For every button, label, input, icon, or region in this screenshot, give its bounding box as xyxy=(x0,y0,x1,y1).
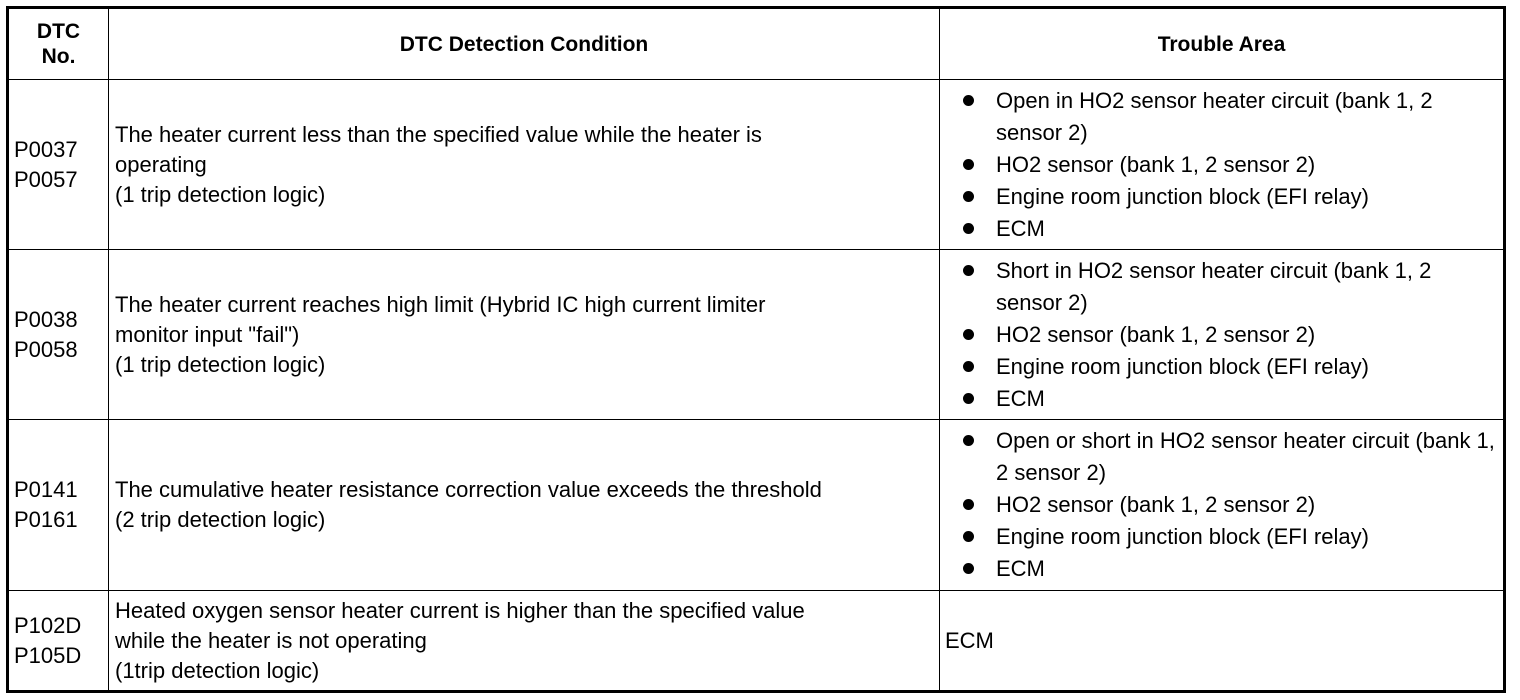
condition-text: (2 trip detection logic) xyxy=(115,507,326,532)
bullet-icon xyxy=(963,435,974,446)
header-dtc-no xyxy=(8,8,109,80)
bullet-icon xyxy=(963,191,974,202)
bullet-icon xyxy=(963,329,974,340)
trouble-area-text: Engine room junction block (EFI relay) xyxy=(996,353,1369,379)
list-item xyxy=(945,489,1495,521)
list-item xyxy=(945,85,1495,149)
trouble-area-text: ECM xyxy=(996,385,1045,411)
trouble-area-list xyxy=(945,85,1495,245)
dtc-code: P0161 xyxy=(14,507,78,532)
list-item xyxy=(945,521,1495,553)
dtc-code-cell xyxy=(8,80,109,250)
dtc-code-cell xyxy=(8,591,109,692)
trouble-area-text: Open or short in HO2 sensor heater circuit (bank 1, 2 sensor 2) xyxy=(996,428,1495,485)
condition-text: while the heater is not operating xyxy=(115,627,427,653)
trouble-area-text: HO2 sensor (bank 1, 2 sensor 2) xyxy=(996,151,1316,177)
dtc-code: P105D xyxy=(14,642,82,668)
table-row xyxy=(8,250,1505,420)
trouble-area-text: ECM xyxy=(945,627,994,653)
bullet-icon xyxy=(963,265,974,276)
trouble-area-text: Engine room junction block (EFI relay) xyxy=(996,524,1369,549)
list-item xyxy=(945,255,1495,319)
list-item xyxy=(945,425,1495,489)
bullet-icon xyxy=(963,159,974,170)
dtc-code: P0057 xyxy=(14,166,78,192)
dtc-code: P0141 xyxy=(14,477,78,502)
list-item xyxy=(945,149,1495,181)
dtc-code: P0058 xyxy=(14,336,78,362)
header-row xyxy=(8,8,1505,80)
condition-text: The heater current less than the specified value while the heater is xyxy=(115,121,762,147)
dtc-code: P0038 xyxy=(14,306,78,332)
table-row xyxy=(8,80,1505,250)
trouble-area-cell xyxy=(940,591,1505,692)
trouble-area-text: Open in HO2 sensor heater circuit (bank 1, 2 sensor 2) xyxy=(996,87,1433,145)
bullet-icon xyxy=(963,563,974,574)
trouble-area-cell xyxy=(940,80,1505,250)
trouble-area-text: Short in HO2 sensor heater circuit (bank 1, 2 sensor 2) xyxy=(996,257,1432,315)
list-item xyxy=(945,351,1495,383)
condition-text: The cumulative heater resistance correction value exceeds the threshold xyxy=(115,477,822,502)
condition-cell xyxy=(109,80,940,250)
trouble-area-cell xyxy=(940,420,1505,591)
bullet-icon xyxy=(963,531,974,542)
trouble-area-list xyxy=(945,425,1495,585)
trouble-area-text: ECM xyxy=(996,556,1045,581)
dtc-code: P0037 xyxy=(14,136,78,162)
header-dtc-no-line: DTC xyxy=(36,20,81,43)
list-item xyxy=(945,383,1495,415)
list-item xyxy=(945,553,1495,585)
dtc-code-cell xyxy=(8,250,109,420)
condition-cell xyxy=(109,420,940,591)
condition-text: Heated oxygen sensor heater current is higher than the specified value xyxy=(115,597,805,623)
trouble-area-cell xyxy=(940,250,1505,420)
trouble-area-text: HO2 sensor (bank 1, 2 sensor 2) xyxy=(996,321,1316,347)
condition-text: (1 trip detection logic) xyxy=(115,351,326,377)
condition-text: (1 trip detection logic) xyxy=(115,181,326,207)
dtc-code-cell xyxy=(8,420,109,591)
list-item xyxy=(945,213,1495,245)
trouble-area-list xyxy=(945,255,1495,415)
trouble-area-text: HO2 sensor (bank 1, 2 sensor 2) xyxy=(996,492,1316,517)
list-item xyxy=(945,319,1495,351)
condition-text: monitor input "fail") xyxy=(115,321,300,347)
table-row xyxy=(8,591,1505,692)
condition-cell xyxy=(109,250,940,420)
trouble-area-text: ECM xyxy=(996,215,1045,241)
bullet-icon xyxy=(963,393,974,404)
bullet-icon xyxy=(963,223,974,234)
list-item xyxy=(945,181,1495,213)
trouble-area-text: Engine room junction block (EFI relay) xyxy=(996,183,1369,209)
header-condition: DTC Detection Condition xyxy=(109,8,940,80)
condition-text: The heater current reaches high limit (Hybrid IC high current limiter xyxy=(115,291,766,317)
header-trouble-area: Trouble Area xyxy=(940,8,1505,80)
condition-text: (1trip detection logic) xyxy=(115,657,320,683)
bullet-icon xyxy=(963,499,974,510)
table-row xyxy=(8,420,1505,591)
dtc-table xyxy=(6,6,1506,693)
condition-text: operating xyxy=(115,151,207,177)
condition-cell xyxy=(109,591,940,692)
bullet-icon xyxy=(963,361,974,372)
bullet-icon xyxy=(963,95,974,106)
header-dtc-no-line: No. xyxy=(41,45,76,68)
dtc-code: P102D xyxy=(14,612,82,638)
